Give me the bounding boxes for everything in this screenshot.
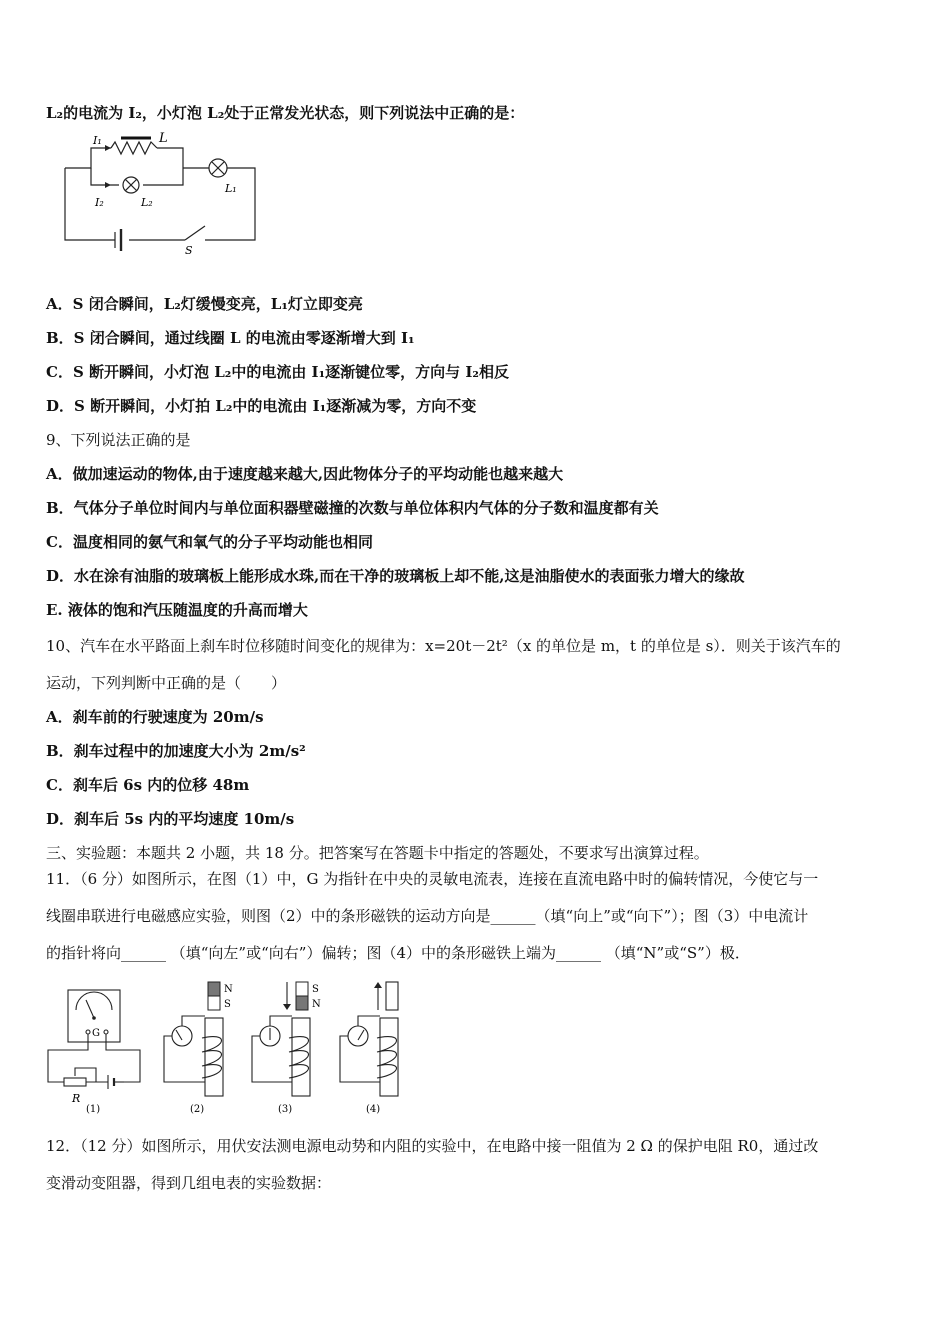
q11-line3: 的指针将向______ （填“向左”或“向右”）偏转；图（4）中的条形磁铁上端为______ （填“N”或“S”）极．	[46, 944, 750, 962]
q10-option-c: C．刹车后 6s 内的位移 48m	[46, 776, 250, 794]
q9-stem: 9、下列说法正确的是	[46, 431, 191, 449]
caption-3: (3)	[278, 1104, 293, 1115]
caption-4: (4)	[366, 1104, 381, 1115]
fig2-label-n: N	[224, 984, 233, 995]
section-3-heading: 三、实验题：本题共 2 小题，共 18 分。把答案写在答题卡中指定的答题处，不要求写出演算过程。	[46, 844, 709, 862]
q9-option-a: A．做加速运动的物体,由于速度越来越大,因此物体分子的平均动能也越来越大	[46, 465, 564, 483]
label-l2: L₂	[141, 196, 153, 209]
q9-option-d: D．水在涂有油脂的玻璃板上能形成水珠,而在干净的玻璃板上却不能,这是油脂使水的表面张力增大的缘故	[46, 567, 745, 585]
q8-intro: L₂的电流为 I₂，小灯泡 L₂处于正常发光状态，则下列说法中正确的是：	[46, 104, 525, 122]
label-l1: L₁	[225, 182, 237, 195]
q9-option-e: E. 液体的饱和汽压随温度的升高而增大	[46, 601, 308, 619]
q11-line1: 11．（6 分）如图所示，在图（1）中，G 为指针在中央的灵敏电流表，连接在直流电路中时的偏转情况，今使它与一	[46, 870, 819, 888]
fig3-label-n: N	[312, 999, 321, 1010]
label-r: R	[72, 1092, 81, 1105]
caption-1: (1)	[86, 1104, 101, 1115]
q9-option-c: C．温度相同的氨气和氧气的分子平均动能也相同	[46, 533, 373, 551]
fig3-label-s: S	[312, 984, 319, 995]
q12-line1: 12．（12 分）如图所示，用伏安法测电源电动势和内阻的实验中，在电路中接一阻值为 2 Ω 的保护电阻 R0，通过改	[46, 1137, 819, 1155]
caption-2: (2)	[190, 1104, 205, 1115]
label-i1: I₁	[93, 134, 102, 147]
q12-line2: 变滑动变阻器，得到几组电表的实验数据：	[46, 1174, 332, 1192]
q8-option-b: B．S 闭合瞬间，通过线圈 L 的电流由零逐渐增大到 I₁	[46, 329, 415, 347]
q11-line2: 线圈串联进行电磁感应实验，则图（2）中的条形磁铁的运动方向是______（填“向上”或“向下”）；图（3）中电流计	[46, 907, 809, 925]
q10-option-b: B．刹车过程中的加速度大小为 2m/s²	[46, 742, 306, 760]
q8-option-a: A．S 闭合瞬间，L₂灯缓慢变亮，L₁灯立即变亮	[46, 295, 363, 313]
q8-option-c: C．S 断开瞬间，小灯泡 L₂中的电流由 I₁逐渐键位零，方向与 I₂相反	[46, 363, 509, 381]
q11-figures	[42, 978, 422, 1118]
q10-option-a: A．刹车前的行驶速度为 20m/s	[46, 708, 264, 726]
label-i2: I₂	[95, 196, 104, 209]
q10-stem-line1: 10、汽车在水平路面上刹车时位移随时间变化的规律为：x=20t－2t²（x 的单位是 m，t 的单位是 s）．则关于该汽车的	[46, 637, 841, 655]
label-g: G	[92, 1028, 100, 1039]
q8-circuit-diagram	[55, 130, 285, 260]
q8-option-d: D．S 断开瞬间，小灯拍 L₂中的电流由 I₁逐渐减为零，方向不变	[46, 397, 477, 415]
label-l: L	[159, 131, 168, 146]
q9-option-b: B．气体分子单位时间内与单位面积器壁磁撞的次数与单位体积内气体的分子数和温度都有关	[46, 499, 659, 517]
fig2-label-s: S	[224, 999, 231, 1010]
q10-stem-line2: 运动，下列判断中正确的是（ ）	[46, 674, 287, 692]
label-s: S	[185, 244, 193, 257]
q10-option-d: D．刹车后 5s 内的平均速度 10m/s	[46, 810, 295, 828]
